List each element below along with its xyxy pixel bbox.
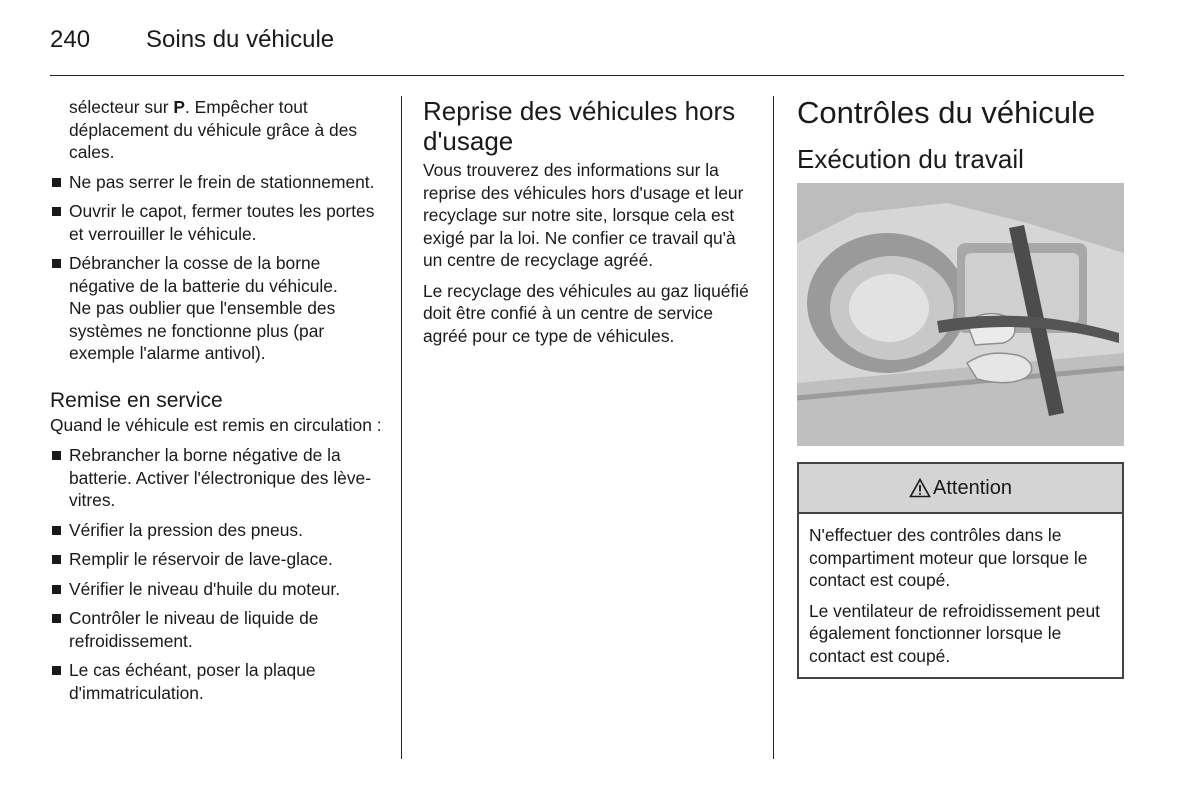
attention-body [799, 514, 1122, 677]
column-right [797, 96, 1124, 679]
column-middle [423, 96, 758, 355]
column-divider [401, 96, 402, 759]
list-item: Rebrancher la borne négative de la batterie. Activer l'électronique des lève-vitres. [50, 444, 382, 512]
section-intro: Quand le véhicule est remis en circulation : [50, 414, 382, 435]
section-heading: Reprise des véhicules hors d'usage [423, 96, 736, 156]
engine-compartment-x-image [797, 183, 1124, 446]
chapter-heading: Contrôles du véhicule [797, 95, 1096, 130]
paragraph: Vous trouverez des informations sur la reprise des véhicules hors d'usage et leur recyclage sur notre site, lorsque cela est exigé par la loi. Ne confier ce travail qu'à un centre de recyclage agréé. [423, 160, 744, 270]
header-rule [50, 75, 1124, 76]
list-item: Vérifier la pression des pneus. [50, 519, 382, 542]
list-item: Vérifier le niveau d'huile du moteur. [50, 578, 382, 601]
list-item: Contrôler le niveau de liquide de refroidissement. [50, 607, 382, 652]
section-heading: Remise en service [50, 388, 223, 412]
list-item: Ouvrir le capot, fermer toutes les portes et verrouiller le véhicule. [50, 200, 382, 245]
attention-title: Attention [933, 476, 1012, 499]
continued-text: sélecteur sur P. Empêcher tout déplacement du véhicule grâce à des cales. [69, 97, 358, 162]
list-item: Débrancher la cosse de la borne négative de la batterie du véhicule. Ne pas oublier que l'ensemble des systèmes ne fonctionne plus (par exemple l'alarme antivol). [50, 252, 382, 365]
column-left [50, 96, 382, 711]
list-item: Ne pas serrer le frein de stationnement. [50, 171, 382, 194]
attention-box [797, 462, 1124, 679]
warning-triangle-icon [909, 478, 931, 498]
recommissioning-list [50, 444, 382, 704]
running-title: Soins du véhicule [146, 26, 335, 53]
attention-header [799, 464, 1122, 514]
list-item-continuation: Ne pas oublier que l'ensemble des systèmes ne fonctionne plus (par exemple l'alarme antivol). [69, 298, 336, 363]
page-header [50, 22, 1124, 60]
paragraph: Le ventilateur de refroidissement peut également fonctionner lorsque le contact est coupé. [809, 600, 1100, 666]
page-number: 240 [50, 26, 91, 53]
list-item: Le cas échéant, poser la plaque d'immatriculation. [50, 659, 382, 704]
section-heading: Exécution du travail [797, 144, 1024, 174]
column-divider [773, 96, 774, 759]
storage-steps-list [50, 171, 382, 365]
selector-position-p: P [173, 97, 185, 117]
paragraph: N'effectuer des contrôles dans le compartiment moteur que lorsque le contact est coupé. [809, 525, 1088, 590]
paragraph: Le recyclage des véhicules au gaz liquéfié doit être confié à un centre de service agréé pour ce type de véhicules. [423, 280, 749, 346]
list-item: Remplir le réservoir de lave-glace. [50, 548, 382, 571]
